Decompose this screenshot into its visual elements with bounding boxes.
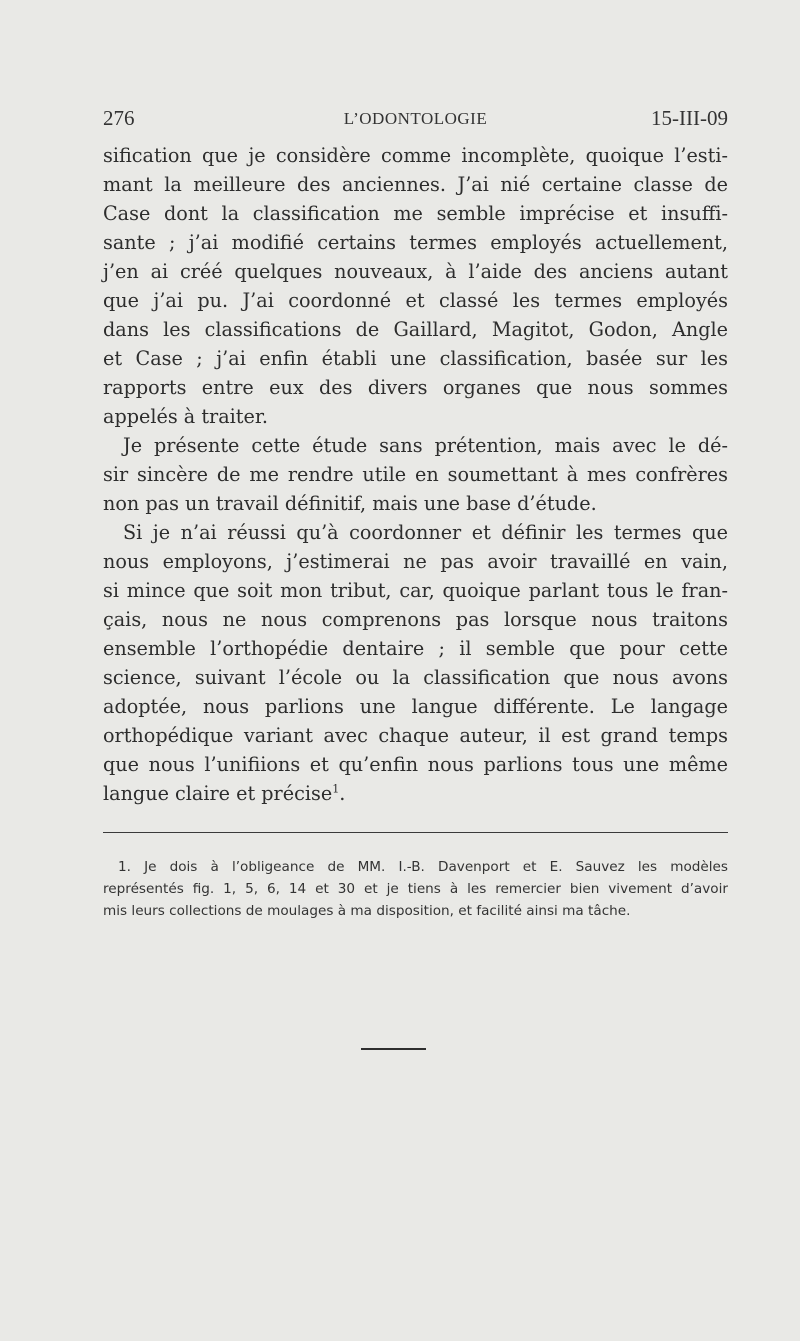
journal-title: L’ODONTOLOGIE <box>343 109 488 128</box>
text-line: Je présente cette étude sans prétention, mais avec le dé- <box>123 434 728 457</box>
text-line: j’en ai créé quelques nouveaux, à l’aide des anciens autant <box>103 260 728 283</box>
text-line: nous employons, j’estimerai ne pas avoir travaillé en vain, <box>103 550 728 573</box>
text-line: que j’ai pu. J’ai coordonné et classé les termes employés <box>103 289 728 312</box>
page-number: 276 <box>103 106 135 130</box>
paragraph-2 <box>103 431 728 518</box>
footnote-line: représentés fig. 1, 5, 6, 14 et 30 et je tiens à les remercier bien vivement d’avoir <box>103 881 728 897</box>
text-line-with-note <box>103 779 728 808</box>
footnote <box>103 856 728 922</box>
footnote-line: mis leurs collections de moulages à ma disposition, et facilité ainsi ma tâche. <box>103 903 631 919</box>
text-line: sante ; j’ai modifié certains termes employés actuellement, <box>103 231 728 254</box>
text-line: Si je n’ai réussi qu’à coordonner et définir les termes que <box>123 521 728 544</box>
issue-date: 15-III-09 <box>651 106 728 130</box>
text-line: dans les classifications de Gaillard, Magitot, Godon, Angle <box>103 318 728 341</box>
text-line: appelés à traiter. <box>103 405 269 428</box>
running-head <box>103 106 728 134</box>
text-fragment: . <box>339 782 346 805</box>
text-line: ensemble l’orthopédie dentaire ; il semble que pour cette <box>103 637 728 660</box>
footnote-reference: 1 <box>332 782 340 796</box>
footnote-line: 1. Je dois à l’obligeance de MM. I.-B. Davenport et E. Sauvez les modèles <box>118 859 728 875</box>
text-line: science, suivant l’école ou la classification que nous avons <box>103 666 728 689</box>
text-line: sification que je considère comme incomplète, quoique l’esti- <box>103 144 728 167</box>
text-line: non pas un travail définitif, mais une base d’étude. <box>103 492 597 515</box>
paragraph-1 <box>103 141 728 431</box>
text-fragment: langue claire et précise <box>103 782 333 805</box>
footnote-separator <box>103 832 728 833</box>
text-line: orthopédique variant avec chaque auteur, il est grand temps <box>103 724 728 747</box>
text-line: rapports entre eux des divers organes que nous sommes <box>103 376 728 399</box>
text-line: si mince que soit mon tribut, car, quoique parlant tous le fran- <box>103 579 728 602</box>
text-line: çais, nous ne nous comprenons pas lorsque nous traitons <box>103 608 728 631</box>
text-line: et Case ; j’ai enfin établi une classification, basée sur les <box>103 347 728 370</box>
text-line: mant la meilleure des anciennes. J’ai nié certaine classe de <box>103 173 728 196</box>
text-line: Case dont la classification me semble imprécise et insuffi- <box>103 202 728 225</box>
text-line: sir sincère de me rendre utile en soumettant à mes confrères <box>103 463 728 486</box>
body-text <box>103 141 728 808</box>
paragraph-3 <box>103 518 728 808</box>
end-rule <box>361 1048 426 1050</box>
text-line: adoptée, nous parlions une langue différente. Le langage <box>103 695 728 718</box>
text-line: que nous l’unifiions et qu’enfin nous parlions tous une même <box>103 753 728 776</box>
